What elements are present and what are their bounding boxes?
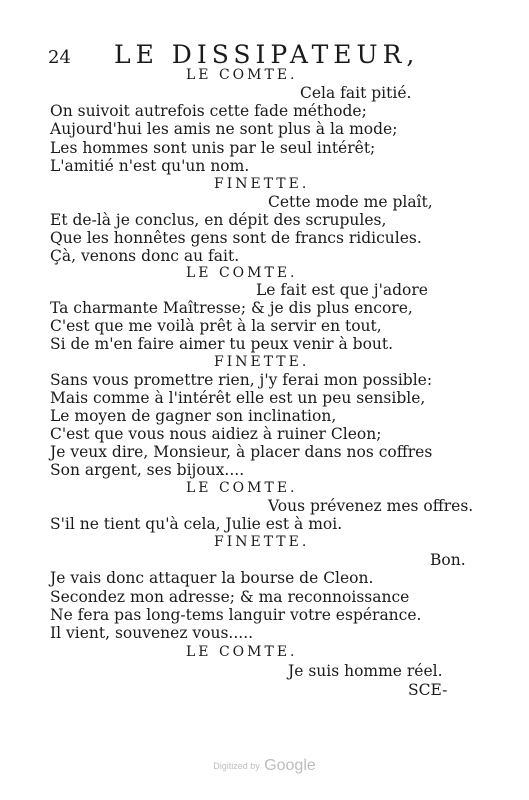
verse-line: Les hommes sont unis par le seul intérêt; [50, 139, 376, 157]
verse-line: Si de m'en faire aimer tu peux venir à bout. [50, 335, 394, 353]
verse-line: Ta charmante Maîtresse; & je dis plus encore, [50, 299, 413, 317]
verse-line: Secondez mon adresse; & ma reconnoissance [50, 588, 410, 606]
verse-line: On suivoit autrefois cette fade méthode; [50, 102, 367, 120]
verse-line: Cela fait pitié. [300, 84, 412, 102]
speaker-name: LE COMTE. [186, 644, 298, 660]
google-wordmark: Google [264, 757, 316, 774]
verse-line: Le moyen de gagner son inclination, [50, 407, 337, 425]
speaker-name: FINETTE. [214, 534, 310, 550]
verse-line: Je veux dire, Monsieur, à placer dans nos coffres [50, 443, 433, 461]
verse-line: Je suis homme réel. [288, 662, 443, 680]
verse-line: Ne fera pas long-tems languir votre espérance. [50, 606, 422, 624]
speaker-name: FINETTE. [214, 354, 310, 370]
verse-line: Bon. [430, 551, 466, 569]
speaker-name: LE COMTE. [186, 480, 298, 496]
verse-line: S'il ne tient qu'à cela, Julie est à moi. [50, 515, 343, 533]
digitization-watermark [0, 757, 529, 775]
verse-line: Que les honnêtes gens sont de francs ridicules. [50, 229, 422, 247]
verse-line: Il vient, souvenez vous..... [50, 624, 254, 642]
speaker-name: FINETTE. [214, 176, 310, 192]
verse-line: L'amitié n'est qu'un nom. [50, 157, 250, 175]
verse-line: SCE- [408, 681, 448, 699]
verse-line: Le fait est que j'adore [256, 281, 428, 299]
verse-line: Son argent, ses bijoux.... [50, 461, 245, 479]
running-title: LE DISSIPATEUR, [114, 40, 420, 69]
verse-line: Vous prévenez mes offres. [268, 497, 474, 515]
verse-line: Çà, venons donc au fait. [50, 247, 240, 265]
verse-line: Mais comme à l'intérêt elle est un peu sensible, [50, 389, 426, 407]
speaker-name: LE COMTE. [186, 67, 298, 83]
verse-line: Sans vous promettre rien, j'y ferai mon possible: [50, 371, 433, 389]
speaker-name: LE COMTE. [186, 265, 298, 281]
digitized-by-label: Digitized by [213, 761, 260, 771]
verse-line: Et de-là je conclus, en dépit des scrupules, [50, 211, 387, 229]
verse-line: Je vais donc attaquer la bourse de Cleon. [50, 569, 374, 587]
verse-line: C'est que me voilà prêt à la servir en tout, [50, 317, 382, 335]
page-number: 24 [48, 47, 71, 68]
verse-line: C'est que vous nous aidiez à ruiner Cleon; [50, 425, 382, 443]
verse-line: Aujourd'hui les amis ne sont plus à la mode; [50, 120, 398, 138]
verse-line: Cette mode me plaît, [268, 193, 433, 211]
